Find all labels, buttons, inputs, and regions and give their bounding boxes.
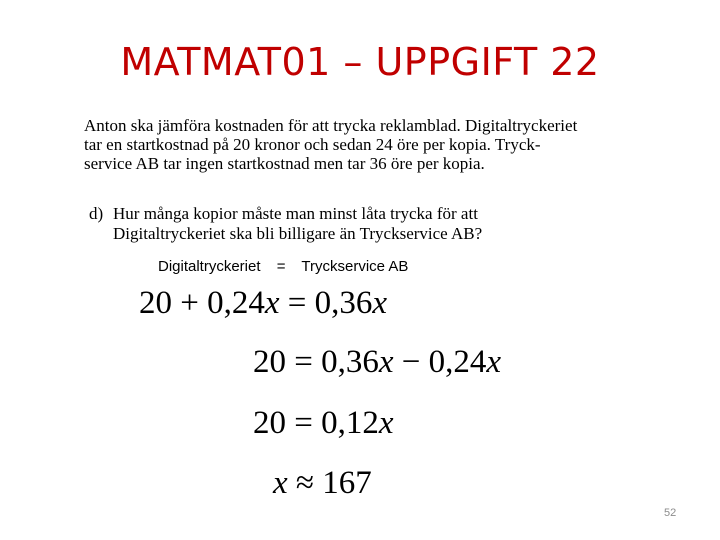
question-line: Digitaltryckeriet ska bli billigare än Tryckservice AB? xyxy=(113,224,483,243)
equation-variable: x xyxy=(378,405,394,441)
equation-part: 20 + 0,24 xyxy=(139,285,265,321)
problem-text xyxy=(84,116,644,173)
equation-step-2 xyxy=(253,344,501,381)
comparison-right: Tryckservice AB xyxy=(301,258,409,275)
problem-line: service AB tar ingen startkostnad men tar 36 öre per kopia. xyxy=(84,154,485,173)
comparison-left: Digitaltryckeriet xyxy=(158,258,261,275)
equation-variable: x xyxy=(273,465,288,501)
problem-line: Anton ska jämföra kostnaden för att trycka reklamblad. Digitaltryckeriet xyxy=(84,116,578,135)
question-marker: d) xyxy=(89,204,104,223)
equation-part: 20 = 0,12 xyxy=(253,405,379,441)
page-number: 52 xyxy=(664,507,677,519)
equation-step-1 xyxy=(139,285,387,322)
equation-variable: x xyxy=(378,344,394,380)
equation-part: − 0,24 xyxy=(393,344,487,380)
equation-variable: x xyxy=(486,344,502,380)
question-line: Hur många kopior måste man minst låta trycka för att xyxy=(113,204,478,223)
equation-variable: x xyxy=(372,285,388,321)
equation-part: = 0,36 xyxy=(279,285,373,321)
problem-line: tar en startkostnad på 20 kronor och sedan 24 öre per kopia. Tryck- xyxy=(84,135,541,154)
question-d xyxy=(89,204,649,244)
comparison-sign: = xyxy=(276,258,286,275)
equation-variable: x xyxy=(264,285,280,321)
equation-step-3 xyxy=(253,405,394,442)
equation-part: ≈ 167 xyxy=(287,465,372,501)
slide-title: MATMAT01 – UPPGIFT 22 xyxy=(120,40,600,84)
comparison-labels xyxy=(158,258,408,275)
equation-part: 20 = 0,36 xyxy=(253,344,379,380)
equation-result xyxy=(273,465,372,502)
